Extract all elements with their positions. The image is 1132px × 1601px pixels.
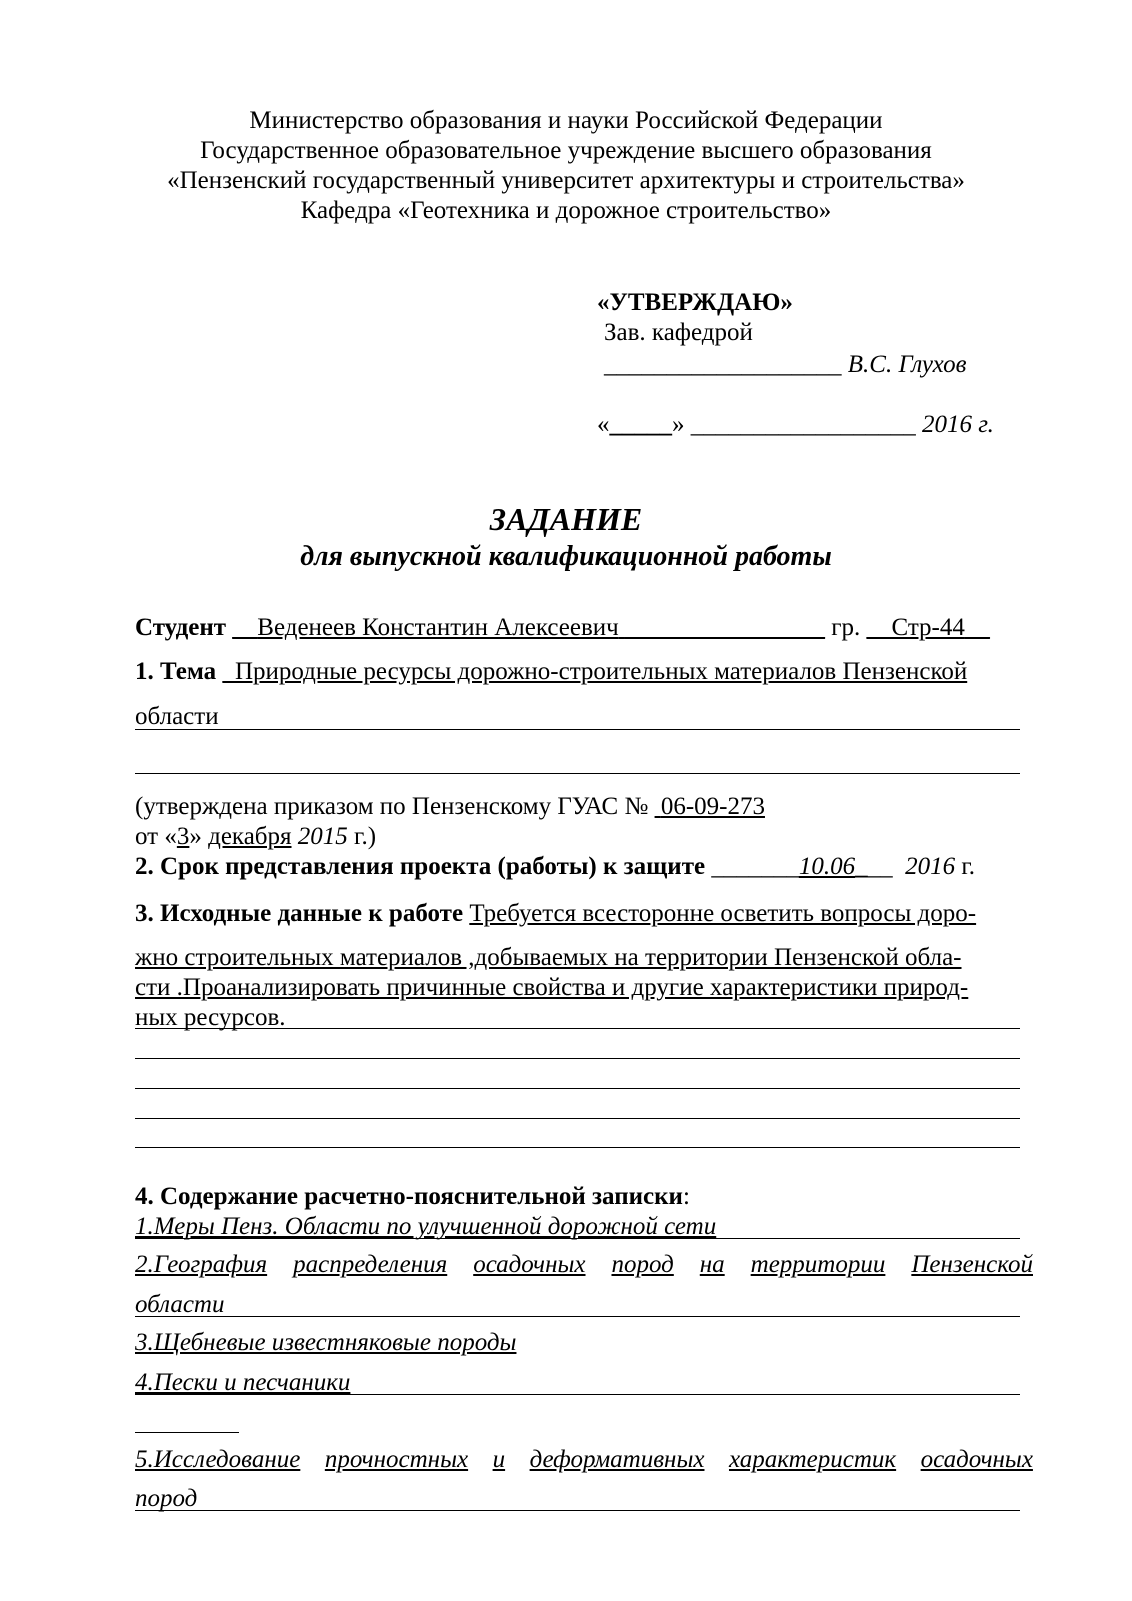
initial-data-line-2 xyxy=(135,943,1033,973)
initial-data-text-2: жно строительных материалов ,добываемых на территории Пензенской обла- xyxy=(135,944,962,971)
group-value: Стр-44 xyxy=(891,614,965,641)
university-name-line: «Пензенский государственный университет архитектуры и строительства» xyxy=(167,167,965,194)
topic-text-2: области xyxy=(135,703,219,730)
date-month-blank: __________________ xyxy=(690,411,916,438)
student-name: Веденеев Константин Алексеевич xyxy=(257,614,619,641)
group-prefix: __ xyxy=(866,614,892,641)
contents-item-5-word: осадочных xyxy=(920,1446,1033,1473)
contents-item-5-end: пород xyxy=(135,1485,198,1512)
contents-colon: : xyxy=(682,1183,690,1210)
contents-item-2-word: распределения xyxy=(293,1251,448,1278)
order-date-mid: » xyxy=(189,823,202,850)
date-day-blank: _____ xyxy=(609,411,672,438)
ministry-line: Министерство образования и науки Российской Федерации xyxy=(249,107,883,134)
order-date-prefix: от « xyxy=(135,823,177,850)
order-text: (утверждена приказом по Пензенскому ГУАС № xyxy=(135,793,649,820)
order-number-value: 06-09-273 xyxy=(660,793,765,820)
contents-item-3 xyxy=(135,1328,1033,1358)
initial-data-text-3: сти .Проанализировать причинные свойства и другие характеристики природ- xyxy=(135,974,969,1001)
order-line-2 xyxy=(135,822,1033,852)
student-suffix: ________________ xyxy=(624,614,825,641)
contents-item-4-underline xyxy=(135,1394,1020,1395)
contents-item-5-word: прочностных xyxy=(324,1446,469,1473)
topic-line-1 xyxy=(135,657,1033,687)
contents-item-2-word: на xyxy=(699,1251,725,1278)
contents-item-5-underline xyxy=(135,1510,1020,1511)
task-title-block xyxy=(0,500,1132,576)
contents-item-1-underline xyxy=(135,1238,1020,1239)
order-year: 2015 xyxy=(297,823,348,850)
deadline-gap: __ xyxy=(867,853,893,880)
approval-title: «УТВЕРЖДАЮ» xyxy=(597,289,793,316)
blank-line-4 xyxy=(135,1147,1020,1148)
approval-year: 2016 г. xyxy=(922,411,994,438)
order-number xyxy=(655,793,765,820)
contents-item-5-word: деформативных xyxy=(529,1446,705,1473)
approval-position: Зав. кафедрой xyxy=(604,319,753,346)
student-line xyxy=(135,613,1033,643)
blank-line-2 xyxy=(135,1088,1020,1089)
blank-line-1 xyxy=(135,1058,1020,1059)
initial-data-text-1: Требуется всесторонне осветить вопросы доро- xyxy=(469,900,977,927)
group-field xyxy=(866,614,989,641)
deadline-field xyxy=(711,853,892,880)
date-open-quote: « xyxy=(597,411,610,438)
approval-date-line xyxy=(597,410,1037,440)
contents-item-5-word: и xyxy=(492,1446,506,1473)
initial-data-text-4: ных ресурсов. xyxy=(135,1004,286,1031)
contents-item-2-word: осадочных xyxy=(473,1251,586,1278)
order-line-1 xyxy=(135,792,1033,822)
contents-item-5-line-1 xyxy=(135,1445,1033,1475)
initial-data-line-1 xyxy=(135,899,1033,929)
contents-item-2-word: 2.География xyxy=(135,1251,268,1278)
approval-signature-line xyxy=(597,350,1037,380)
contents-item-2-word: пород xyxy=(611,1251,674,1278)
contents-item-3-text: 3.Щебневые известняковые породы xyxy=(135,1329,517,1356)
contents-item-2-line-1 xyxy=(135,1250,1033,1280)
topic-line-2 xyxy=(135,702,1033,732)
department-line: Кафедра «Геотехника и дорожное строительство» xyxy=(300,197,832,224)
deadline-suffix: г. xyxy=(961,853,976,880)
date-close-quote: » xyxy=(672,411,685,438)
task-title: ЗАДАНИЕ xyxy=(489,501,643,537)
document-header xyxy=(0,106,1132,226)
order-day: 3 xyxy=(176,823,190,850)
topic-label: 1. Тема xyxy=(135,658,217,685)
approval-block xyxy=(597,288,1037,440)
contents-item-5-word: характеристик xyxy=(728,1446,897,1473)
deadline-year: 2016 xyxy=(905,853,956,880)
approver-name: В.С. Глухов xyxy=(847,351,967,378)
contents-short-blank xyxy=(135,1432,239,1433)
contents-item-2-end: области xyxy=(135,1291,225,1318)
contents-label: 4. Содержание расчетно-пояснительной записки xyxy=(135,1183,683,1210)
contents-item-2-word: Пензенской xyxy=(911,1251,1033,1278)
student-name-field xyxy=(232,614,825,641)
order-date-suffix: г.) xyxy=(354,823,377,850)
topic-underline-2 xyxy=(135,729,1020,730)
contents-item-4-text: 4.Пески и песчаники xyxy=(135,1369,351,1396)
student-label: Студент xyxy=(135,614,227,641)
deadline-after: _ xyxy=(855,853,868,880)
contents-item-2-underline xyxy=(135,1316,1020,1317)
deadline-line xyxy=(135,852,1033,882)
blank-line-3 xyxy=(135,1118,1020,1119)
task-subtitle: для выпускной квалификационной работы xyxy=(300,541,832,572)
contents-item-5-word: 5.Исследование xyxy=(135,1446,301,1473)
contents-item-1-text: 1.Меры Пенз. Области по улучшенной дорожной сети xyxy=(135,1213,717,1240)
deadline-label: 2. Срок представления проекта (работы) к защите xyxy=(135,853,706,880)
deadline-blank: _______ xyxy=(711,853,799,880)
group-label: гр. xyxy=(831,614,861,641)
topic-text-1: _Природные ресурсы дорожно-строительных материалов Пензенской xyxy=(222,658,968,685)
initial-data-underline-4 xyxy=(135,1028,1020,1029)
initial-data-line-3 xyxy=(135,973,1033,1003)
signature-blank: ___________________ xyxy=(604,351,842,378)
order-month: декабря xyxy=(208,823,292,850)
student-prefix: __ xyxy=(232,614,258,641)
institution-type-line: Государственное образовательное учреждение высшего образования xyxy=(200,137,932,164)
group-suffix: __ xyxy=(964,614,990,641)
deadline-date: 10.06 xyxy=(798,853,856,880)
initial-data-label: 3. Исходные данные к работе xyxy=(135,900,464,927)
topic-blank-line xyxy=(135,773,1020,774)
contents-item-2-word: территории xyxy=(750,1251,886,1278)
contents-heading xyxy=(135,1182,1033,1212)
